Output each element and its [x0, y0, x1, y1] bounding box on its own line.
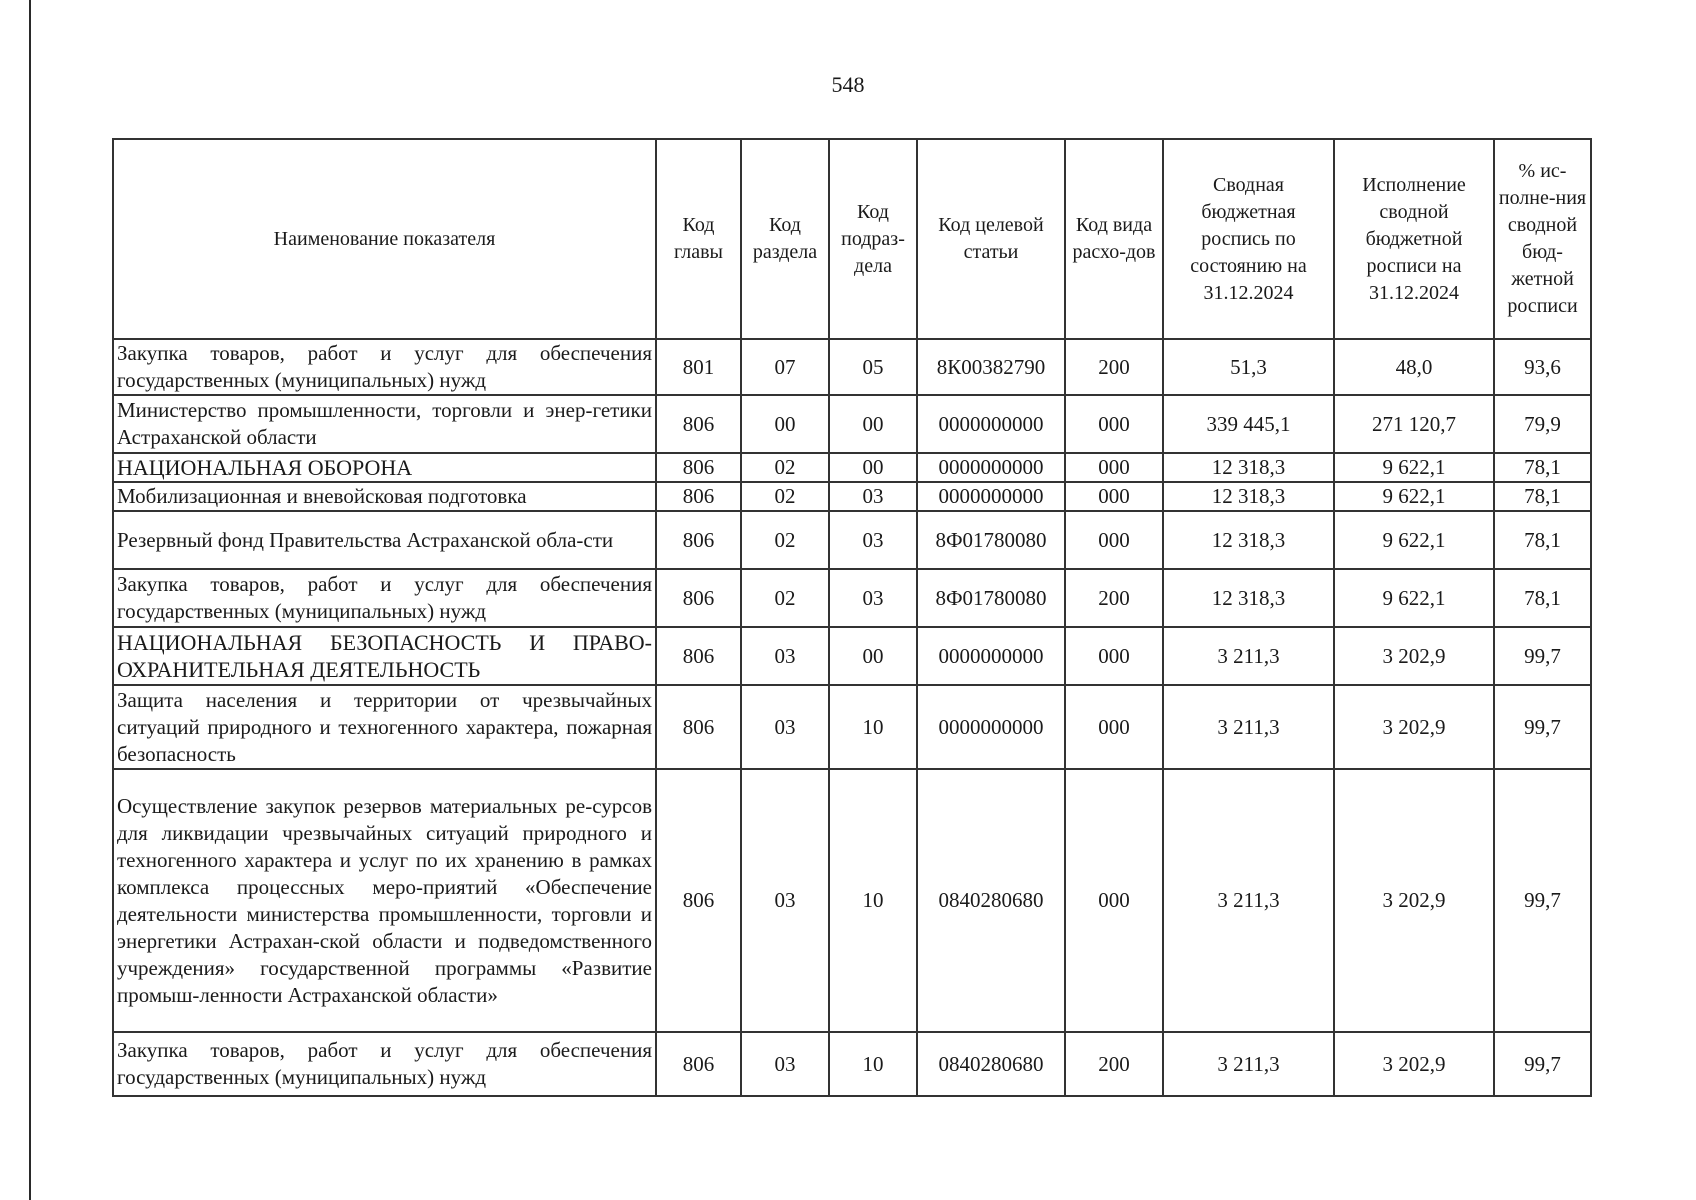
table-row [113, 685, 1591, 769]
row-execution-percent: 79,9 [1494, 395, 1591, 453]
row-budget-schedule: 12 318,3 [1163, 453, 1334, 482]
row-budget-schedule: 12 318,3 [1163, 569, 1334, 627]
header-budget-execution: Исполнение сводной бюджетной росписи на 31.12.2024 [1334, 139, 1494, 339]
row-subsection-code: 10 [829, 685, 917, 769]
row-budget-execution: 9 622,1 [1334, 453, 1494, 482]
row-chapter-code: 806 [656, 769, 741, 1032]
row-target-article-code: 0840280680 [917, 769, 1065, 1032]
row-execution-percent: 78,1 [1494, 453, 1591, 482]
row-budget-execution: 271 120,7 [1334, 395, 1494, 453]
table-row [113, 482, 1591, 511]
row-target-article-code: 0840280680 [917, 1032, 1065, 1096]
row-target-article-code: 0000000000 [917, 482, 1065, 511]
row-target-article-code: 8К00382790 [917, 339, 1065, 395]
row-chapter-code: 806 [656, 685, 741, 769]
row-target-article-code: 0000000000 [917, 395, 1065, 453]
row-chapter-code: 806 [656, 627, 741, 685]
table-row [113, 453, 1591, 482]
row-target-article-code: 0000000000 [917, 453, 1065, 482]
row-name: Закупка товаров, работ и услуг для обеспечения государственных (муниципальных) нужд [113, 339, 656, 395]
row-subsection-code: 00 [829, 395, 917, 453]
table-row [113, 395, 1591, 453]
row-expense-type-code: 200 [1065, 569, 1163, 627]
table-row [113, 627, 1591, 685]
row-budget-execution: 9 622,1 [1334, 569, 1494, 627]
header-expense-type-code: Код вида расхо-дов [1065, 139, 1163, 339]
row-budget-schedule: 339 445,1 [1163, 395, 1334, 453]
row-name: Мобилизационная и вневойсковая подготовка [113, 482, 656, 511]
row-expense-type-code: 000 [1065, 395, 1163, 453]
row-budget-execution: 48,0 [1334, 339, 1494, 395]
row-chapter-code: 806 [656, 395, 741, 453]
header-budget-schedule: Сводная бюджетная роспись по состоянию на 31.12.2024 [1163, 139, 1334, 339]
row-budget-schedule: 12 318,3 [1163, 482, 1334, 511]
table-row [113, 769, 1591, 1032]
row-name: Министерство промышленности, торговли и энер-гетики Астраханской области [113, 395, 656, 453]
row-subsection-code: 00 [829, 627, 917, 685]
row-execution-percent: 93,6 [1494, 339, 1591, 395]
row-target-article-code: 8Ф01780080 [917, 569, 1065, 627]
row-subsection-code: 03 [829, 511, 917, 569]
row-section-code: 02 [741, 569, 829, 627]
table-header-row [113, 139, 1591, 339]
row-execution-percent: 99,7 [1494, 627, 1591, 685]
row-section-code: 00 [741, 395, 829, 453]
row-name: НАЦИОНАЛЬНАЯ БЕЗОПАСНОСТЬ И ПРАВО-ОХРАНИТЕЛЬНАЯ ДЕЯТЕЛЬНОСТЬ [113, 627, 656, 685]
row-budget-schedule: 12 318,3 [1163, 511, 1334, 569]
header-section-code: Код раздела [741, 139, 829, 339]
row-expense-type-code: 000 [1065, 769, 1163, 1032]
row-section-code: 03 [741, 685, 829, 769]
row-chapter-code: 801 [656, 339, 741, 395]
row-subsection-code: 03 [829, 569, 917, 627]
row-budget-execution: 9 622,1 [1334, 511, 1494, 569]
header-target-article-code: Код целевой статьи [917, 139, 1065, 339]
row-expense-type-code: 200 [1065, 339, 1163, 395]
row-execution-percent: 99,7 [1494, 1032, 1591, 1096]
header-execution-percent: % ис-полне-ния сводной бюд-жетной росписи [1494, 139, 1591, 339]
row-section-code: 02 [741, 453, 829, 482]
table-row [113, 511, 1591, 569]
row-budget-execution: 3 202,9 [1334, 1032, 1494, 1096]
row-name: Закупка товаров, работ и услуг для обеспечения государственных (муниципальных) нужд [113, 1032, 656, 1096]
row-subsection-code: 10 [829, 769, 917, 1032]
row-budget-schedule: 3 211,3 [1163, 769, 1334, 1032]
row-chapter-code: 806 [656, 453, 741, 482]
row-expense-type-code: 000 [1065, 453, 1163, 482]
row-execution-percent: 99,7 [1494, 685, 1591, 769]
scan-left-edge-line [29, 0, 31, 1200]
row-budget-schedule: 3 211,3 [1163, 1032, 1334, 1096]
row-section-code: 07 [741, 339, 829, 395]
row-section-code: 03 [741, 769, 829, 1032]
row-chapter-code: 806 [656, 482, 741, 511]
row-chapter-code: 806 [656, 569, 741, 627]
row-execution-percent: 78,1 [1494, 511, 1591, 569]
table-row [113, 1032, 1591, 1096]
table-row [113, 339, 1591, 395]
row-execution-percent: 78,1 [1494, 482, 1591, 511]
row-budget-schedule: 3 211,3 [1163, 685, 1334, 769]
row-section-code: 02 [741, 511, 829, 569]
row-execution-percent: 78,1 [1494, 569, 1591, 627]
row-target-article-code: 0000000000 [917, 627, 1065, 685]
row-name: Защита населения и территории от чрезвычайных ситуаций природного и техногенного характера, пожарная безопасность [113, 685, 656, 769]
row-name: Осуществление закупок резервов материальных ре-сурсов для ликвидации чрезвычайных ситуаций природного и техногенного характера и услуг по их хранению в рамках комплекса процессных меро-приятий «Обеспечение деятельности министерства промышленности, торговли и энергетики Астрахан-ской области и подведомственного учреждения» государственной программы «Развитие промыш-ленности Астраханской области» [113, 769, 656, 1032]
row-expense-type-code: 000 [1065, 685, 1163, 769]
row-subsection-code: 10 [829, 1032, 917, 1096]
row-subsection-code: 05 [829, 339, 917, 395]
row-name: Резервный фонд Правительства Астраханской обла-сти [113, 511, 656, 569]
row-budget-schedule: 3 211,3 [1163, 627, 1334, 685]
header-subsection-code: Код подраз-дела [829, 139, 917, 339]
row-section-code: 02 [741, 482, 829, 511]
row-budget-execution: 3 202,9 [1334, 685, 1494, 769]
row-subsection-code: 03 [829, 482, 917, 511]
row-subsection-code: 00 [829, 453, 917, 482]
row-expense-type-code: 200 [1065, 1032, 1163, 1096]
row-chapter-code: 806 [656, 511, 741, 569]
row-name: Закупка товаров, работ и услуг для обеспечения государственных (муниципальных) нужд [113, 569, 656, 627]
row-budget-execution: 9 622,1 [1334, 482, 1494, 511]
row-target-article-code: 0000000000 [917, 685, 1065, 769]
row-execution-percent: 99,7 [1494, 769, 1591, 1032]
header-indicator-name: Наименование показателя [113, 139, 656, 339]
row-section-code: 03 [741, 627, 829, 685]
row-target-article-code: 8Ф01780080 [917, 511, 1065, 569]
row-name: НАЦИОНАЛЬНАЯ ОБОРОНА [113, 453, 656, 482]
row-budget-schedule: 51,3 [1163, 339, 1334, 395]
budget-execution-table [112, 138, 1592, 1097]
table-row [113, 569, 1591, 627]
row-section-code: 03 [741, 1032, 829, 1096]
page-number: 548 [831, 72, 865, 97]
row-expense-type-code: 000 [1065, 482, 1163, 511]
row-budget-execution: 3 202,9 [1334, 769, 1494, 1032]
row-budget-execution: 3 202,9 [1334, 627, 1494, 685]
row-chapter-code: 806 [656, 1032, 741, 1096]
header-chapter-code: Код главы [656, 139, 741, 339]
row-expense-type-code: 000 [1065, 511, 1163, 569]
row-expense-type-code: 000 [1065, 627, 1163, 685]
